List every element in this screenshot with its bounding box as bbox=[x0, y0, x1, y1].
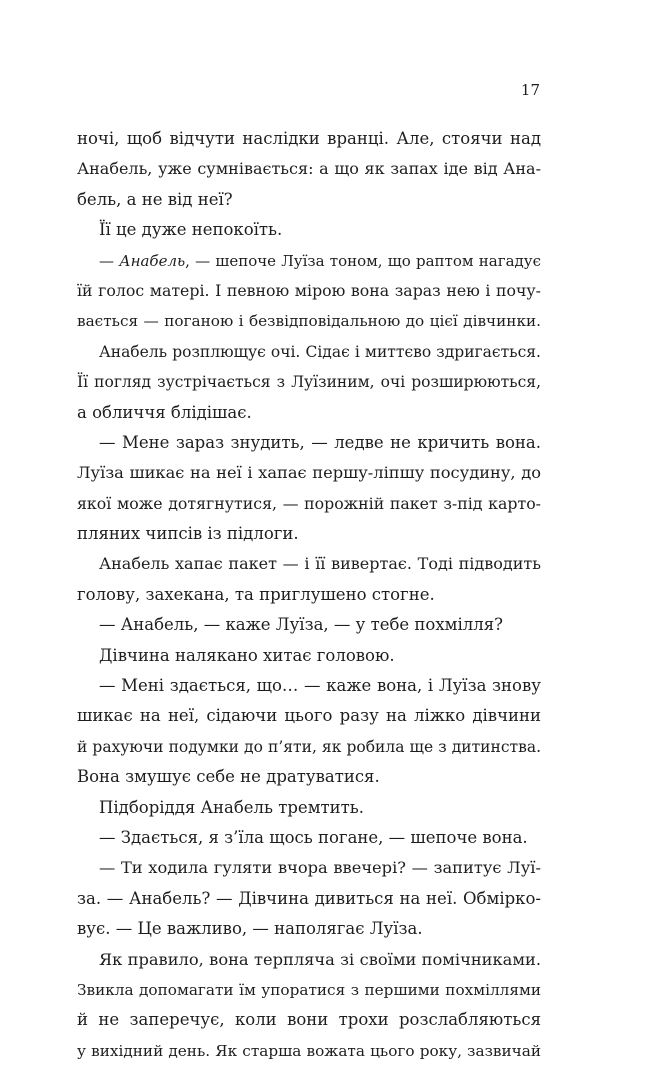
text-line: а обличчя блідішає. bbox=[77, 402, 252, 422]
text-line: й рахуючи подумки до п’яти, як робила ще з дитинства. bbox=[77, 737, 541, 756]
text-line: Анабель, уже сумнівається: а що як запах іде від Ана- bbox=[77, 159, 541, 179]
text-line: вує. — Це важливо, — наполягає Луїза. bbox=[77, 919, 423, 939]
text-line: — Анабель, — каже Луїза, — у тебе похмілля? bbox=[99, 615, 503, 635]
text-line: у вихідний день. Як старша вожата цього року, зазвичай bbox=[77, 1041, 541, 1060]
text-line: голову, захекана, та приглушено стогне. bbox=[77, 584, 435, 604]
text-line: за. — Анабель? — Дівчина дивиться на неї. Обмірко- bbox=[77, 888, 541, 908]
text-line: й не заперечує, коли вони трохи розслабляються bbox=[77, 1010, 541, 1030]
text-line: — Здається, я з’їла щось погане, — шепоче вона. bbox=[99, 827, 528, 847]
text-line: Звикла допомагати їм упоратися з першими похміллями bbox=[77, 980, 541, 999]
text-line: — Мені здається, що… — каже вона, і Луїза знову bbox=[99, 676, 541, 696]
text-line: Вона змушує себе не дратуватися. bbox=[77, 767, 380, 787]
text-line-part: , — шепоче Луїза тоном, що раптом нагадує bbox=[185, 251, 541, 270]
text-line: шикає на неї, сідаючи цього разу на ліжко дівчини bbox=[77, 706, 541, 726]
text-line: Підборіддя Анабель тремтить. bbox=[99, 797, 365, 817]
text-line: Луїза шикає на неї і хапає першу-ліпшу посудину, до bbox=[77, 463, 541, 483]
text-line: — Мене зараз знудить, — ледве не кричить вона. bbox=[99, 432, 541, 452]
text-line: Її це дуже непокоїть. bbox=[99, 220, 283, 240]
text-line: бель, а не від неї? bbox=[77, 189, 233, 209]
text-line: Як правило, вона терпляча зі своїми помічниками. bbox=[99, 949, 541, 969]
text-line: їй голос матері. І певною мірою вона зараз нею і почу- bbox=[77, 280, 541, 300]
text-line: вається — поганою і безвідповідальною до цієї дівчинки. bbox=[77, 312, 541, 331]
text-line-part: — bbox=[99, 251, 120, 270]
italic-name: Анабель bbox=[119, 251, 186, 270]
text-line: якої може дотягнутися, — порожній пакет з-під карто- bbox=[77, 493, 541, 513]
body-text bbox=[77, 124, 541, 1066]
text-line: ночі, щоб відчути наслідки вранці. Але, стоячи над bbox=[77, 129, 541, 148]
text-line bbox=[77, 246, 541, 276]
text-line: Анабель хапає пакет — і її вивертає. Тоді підводить bbox=[99, 554, 541, 574]
text-line: Її погляд зустрічається з Луїзиним, очі розширюються, bbox=[77, 373, 541, 392]
text-line: пляних чипсів із підлоги. bbox=[77, 524, 299, 544]
text-line: Дівчина налякано хитає головою. bbox=[99, 645, 395, 665]
text-line: Анабель розплющує очі. Сідає і миттєво здригається. bbox=[99, 342, 541, 361]
page-number: 17 bbox=[520, 81, 540, 99]
text-line: — Ти ходила гуляти вчора ввечері? — запитує Луї- bbox=[99, 858, 541, 878]
